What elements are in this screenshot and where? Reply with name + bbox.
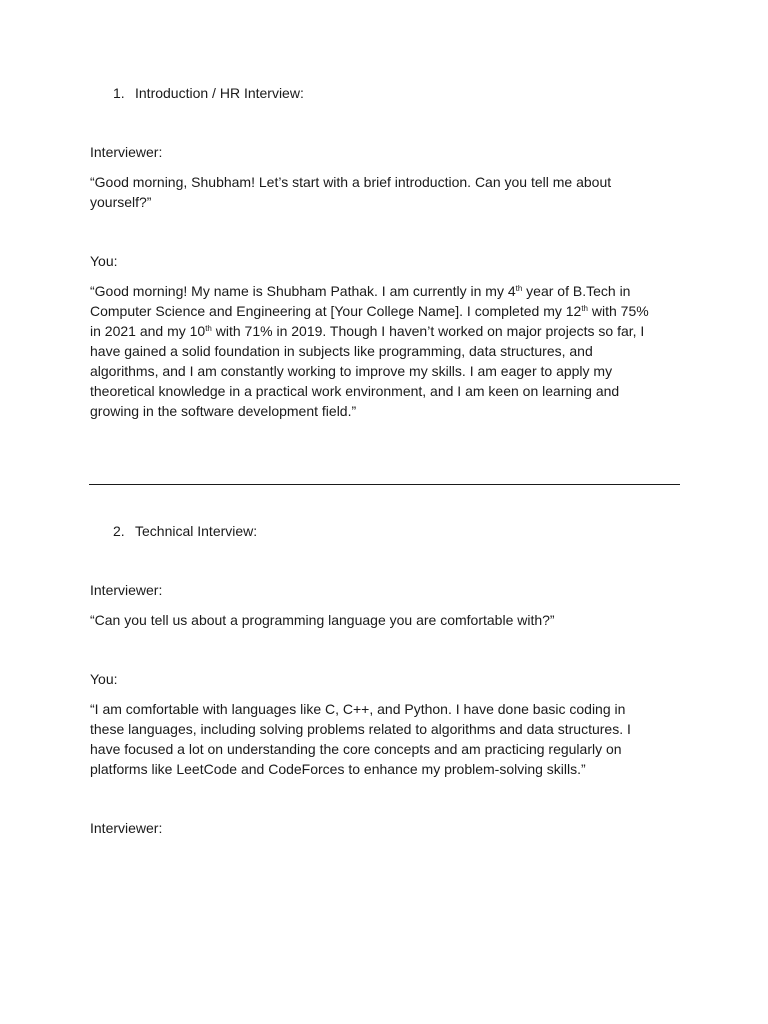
answer-line [90, 321, 680, 341]
answer-line: have focused a lot on understanding the core concepts and am practicing regularly on [90, 741, 622, 757]
superscript: th [205, 324, 212, 333]
question-line: “Good morning, Shubham! Let’s start with a brief introduction. Can you tell me about [90, 174, 612, 190]
answer-line: platforms like LeetCode and CodeForces to enhance my problem-solving skills.” [90, 761, 586, 777]
section-1-heading [113, 84, 304, 102]
question-line: “Can you tell us about a programming language you are comfortable with?” [90, 612, 555, 628]
answer-line: “I am comfortable with languages like C, C++, and Python. I have done basic coding in [90, 701, 626, 717]
answer-text: “Good morning! My name is Shubham Pathak. I am currently in my 4 [90, 283, 516, 299]
section-2-next-interviewer-label: Interviewer: [90, 820, 163, 836]
section-2-answer [90, 699, 680, 779]
answer-line: have gained a solid foundation in subjects like programming, data structures, and [90, 343, 593, 359]
answer-text: in 2021 and my 10 [90, 323, 206, 339]
section-2-interviewer-label: Interviewer: [90, 582, 163, 598]
section-1-interviewer-label: Interviewer: [90, 144, 163, 160]
section-2-number: 2. [113, 523, 125, 539]
answer-line: theoretical knowledge in a practical work environment, and I am keen on learning and [90, 383, 620, 399]
question-line: yourself?” [90, 194, 152, 210]
answer-line [90, 301, 680, 321]
section-1-answer [90, 281, 680, 421]
section-1-you-label: You: [90, 253, 118, 269]
answer-line [90, 281, 680, 301]
answer-text: Computer Science and Engineering at [Your College Name]. I completed my 12 [90, 303, 582, 319]
section-2-you-label: You: [90, 671, 118, 687]
answer-text: with 75% [587, 303, 649, 319]
answer-line: these languages, including solving problems related to algorithms and data structures. I [90, 721, 631, 737]
answer-line: growing in the software development field.” [90, 403, 357, 419]
section-2-title: Technical Interview: [135, 523, 258, 539]
section-1-number: 1. [113, 85, 125, 101]
answer-text: year of B.Tech in [522, 283, 631, 299]
superscript: th [581, 304, 588, 313]
section-2-question [90, 610, 680, 630]
section-1-question [90, 172, 680, 212]
answer-text: with 71% in 2019. Though I haven’t worked on major projects so far, I [211, 323, 645, 339]
superscript: th [515, 284, 523, 293]
section-1-title: Introduction / HR Interview: [135, 85, 304, 101]
horizontal-divider [89, 484, 680, 485]
section-2-heading [113, 522, 257, 540]
answer-line: algorithms, and I am constantly working to improve my skills. I am eager to apply my [90, 363, 613, 379]
